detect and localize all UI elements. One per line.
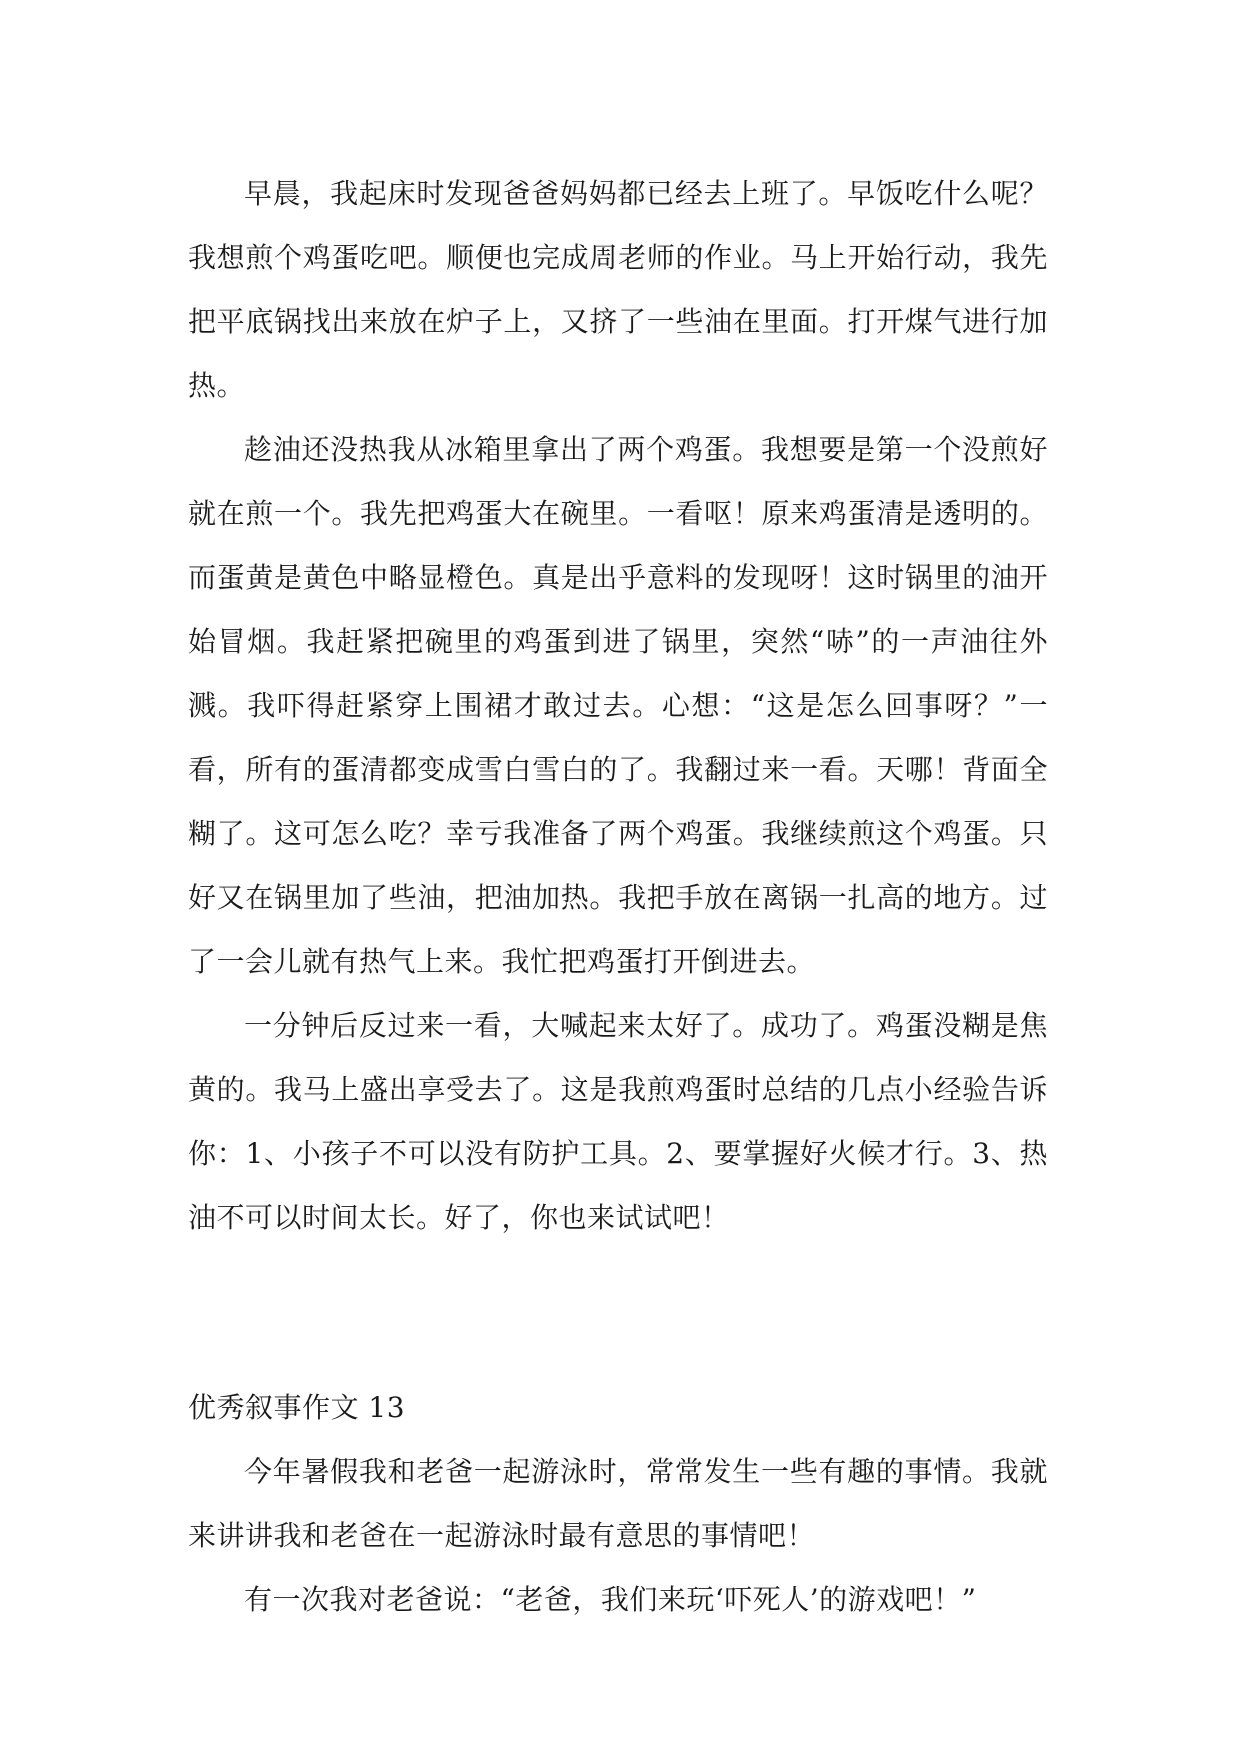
section-title: 优秀叙事作文 13	[188, 1391, 406, 1424]
paragraph-frying-egg-intro: 早晨，我起床时发现爸爸妈妈都已经去上班了。早饭吃什么呢？我想煎个鸡蛋吃吧。顺便也完成周老师的作业。马上开始行动，我先把平底锅找出来放在炉子上，又挤了一些油在里面。打开煤气进行加热。	[188, 177, 1048, 402]
paragraph-swimming-intro: 今年暑假我和老爸一起游泳时，常常发生一些有趣的事情。我就来讲讲我和老爸在一起游泳时最有意思的事情吧！	[188, 1455, 1048, 1552]
document-body	[188, 162, 1048, 1632]
paragraph-frying-egg-process: 趁油还没热我从冰箱里拿出了两个鸡蛋。我想要是第一个没煎好就在煎一个。我先把鸡蛋大在碗里。一看呕！原来鸡蛋清是透明的。而蛋黄是黄色中略显橙色。真是出乎意料的发现呀！这时锅里的油开始冒烟。我赶紧把碗里的鸡蛋到进了锅里，突然“哧”的一声油往外溅。我吓得赶紧穿上围裙才敢过去。心想：“这是怎么回事呀？”一看，所有的蛋清都变成雪白雪白的了。我翻过来一看。天哪！背面全糊了。这可怎么吃？幸亏我准备了两个鸡蛋。我继续煎这个鸡蛋。只好又在锅里加了些油，把油加热。我把手放在离锅一扎高的地方。过了一会儿就有热气上来。我忙把鸡蛋打开倒进去。	[188, 433, 1048, 978]
paragraph-swimming-game: 有一次我对老爸说：“老爸，我们来玩‘吓死人’的游戏吧！”	[244, 1583, 977, 1616]
paragraph-frying-egg-conclusion: 一分钟后反过来一看，大喊起来太好了。成功了。鸡蛋没糊是焦黄的。我马上盛出享受去了。这是我煎鸡蛋时总结的几点小经验告诉你：1、小孩子不可以没有防护工具。2、要掌握好火候才行。3、热油不可以时间太长。好了，你也来试试吧！	[188, 1009, 1048, 1234]
